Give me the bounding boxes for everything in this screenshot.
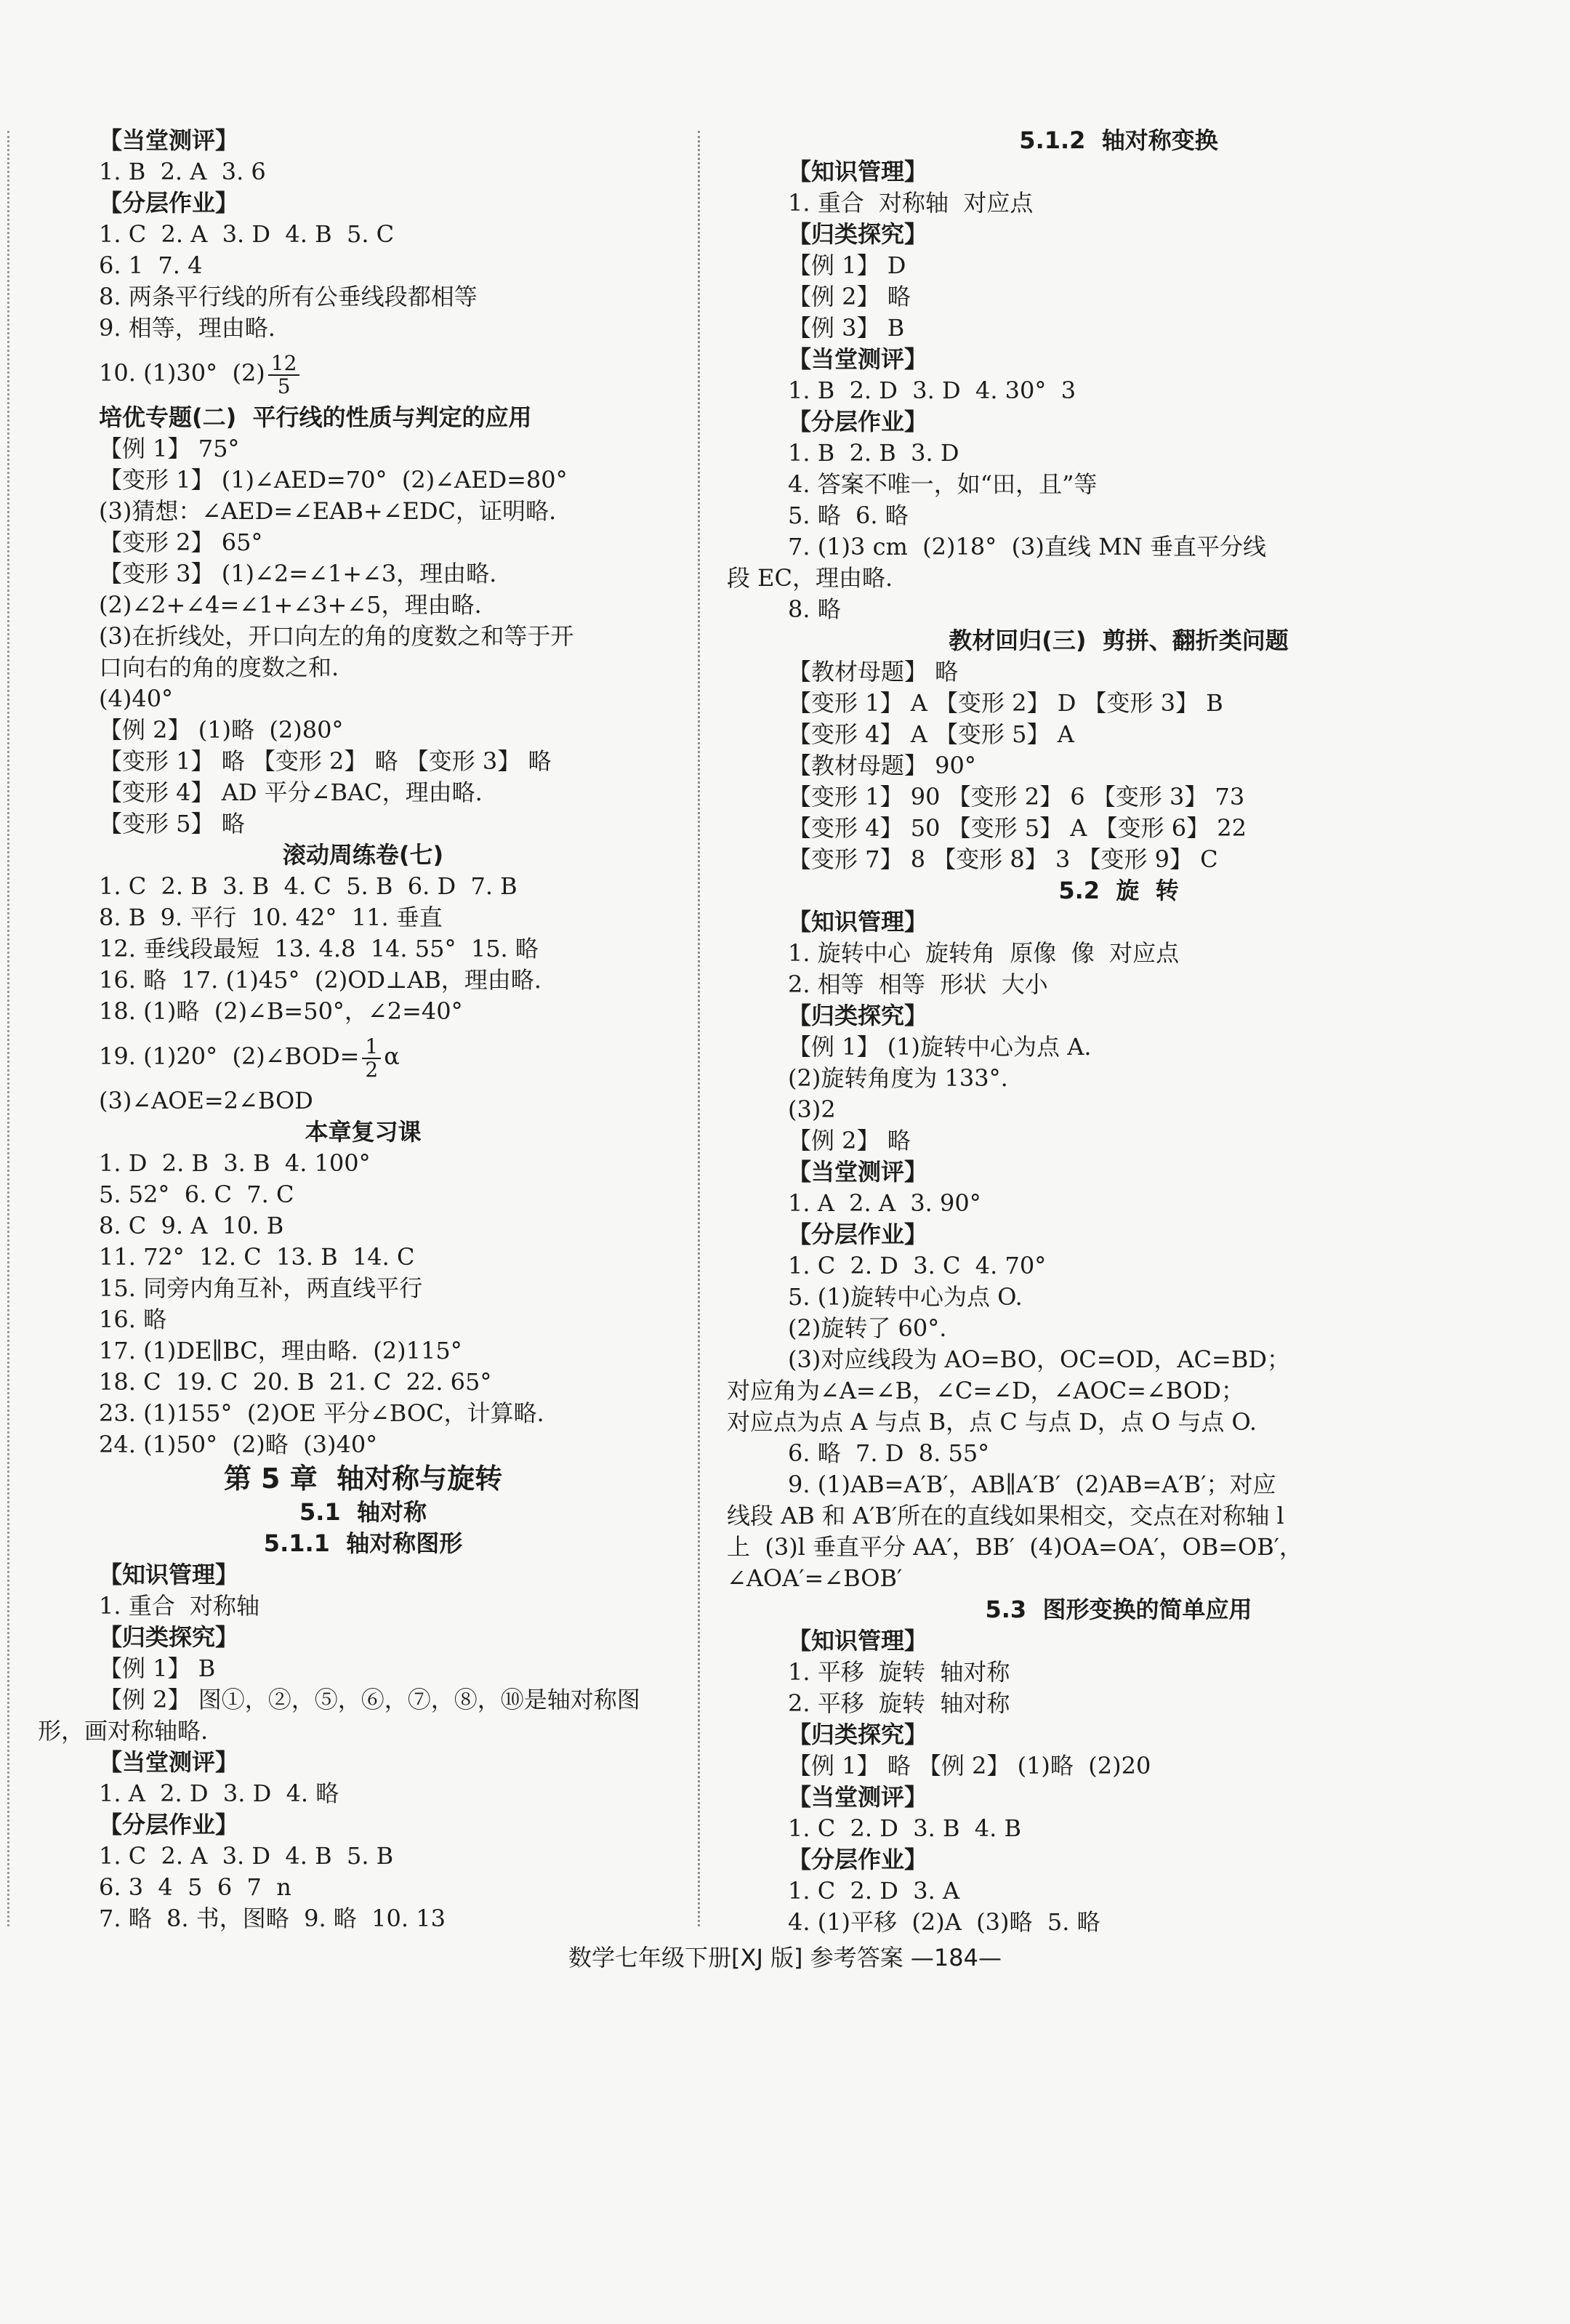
column-divider <box>698 131 700 1926</box>
answer-line: 【例 1】 D <box>788 252 906 279</box>
answer-line: 15. 同旁内角互补，两直线平行 <box>99 1274 423 1302</box>
heading-fenceng-zuoye: 【分层作业】 <box>99 1811 239 1838</box>
answer-line: 8. B 9. 平行 10. 42° 11. 垂直 <box>99 904 443 931</box>
answer-line: 4. (1)平移 (2)A (3)略 5. 略 <box>788 1908 1100 1936</box>
answer-line: 8. C 9. A 10. B <box>99 1212 284 1239</box>
heading-zhishi-guanli: 【知识管理】 <box>788 1627 928 1654</box>
answer-line: 1. C 2. D 3. C 4. 70° <box>788 1252 1047 1279</box>
subsection-title: 5.1.1 轴对称图形 <box>263 1529 463 1557</box>
answer-line: 2. 相等 相等 形状 大小 <box>788 970 1048 998</box>
answer-line: ∠AOA′=∠BOB′ <box>727 1564 903 1592</box>
answer-line: (3)猜想：∠AED=∠EAB+∠EDC，证明略. <box>99 497 557 525</box>
fraction: $\frac{12}{5}$ <box>268 353 300 398</box>
answer-line: 1. 重合 对称轴 <box>99 1592 260 1620</box>
answer-line: 【例 2】 图①，②，⑤，⑥，⑦，⑧，⑩是轴对称图 <box>99 1686 640 1713</box>
subsection-title: 5.1.2 轴对称变换 <box>1019 126 1218 154</box>
answer-line: (2)旋转了 60°. <box>788 1314 947 1342</box>
answer-line: 11. 72° 12. C 13. B 14. C <box>99 1243 415 1271</box>
answer-line: 18. (1)略 (2)∠B=50°，∠2=40° <box>99 997 463 1025</box>
right-column <box>727 125 1510 1938</box>
answer-line: 【例 1】 略 【例 2】 (1)略 (2)20 <box>788 1752 1151 1780</box>
answer-line: 【例 2】 略 <box>788 283 911 310</box>
answer-line: 23. (1)155° (2)OE 平分∠BOC，计算略. <box>99 1399 544 1427</box>
section-title: 教材回归(三) 剪拼、翻折类问题 <box>949 627 1289 654</box>
answer-line: 6. 1 7. 4 <box>99 252 203 279</box>
section-title: 滚动周练卷(七) <box>282 841 444 869</box>
answer-line: 1. B 2. B 3. D <box>788 439 959 467</box>
answer-line: 【例 1】 (1)旋转中心为点 A. <box>788 1033 1092 1061</box>
answer-line: 【变形 4】 A 【变形 5】 A <box>788 720 1074 748</box>
left-column <box>38 125 688 1934</box>
answer-line: 1. A 2. D 3. D 4. 略 <box>99 1780 339 1807</box>
answer-line: 1. 旋转中心 旋转角 原像 像 对应点 <box>788 939 1180 967</box>
answer-line: 对应角为∠A=∠B，∠C=∠D，∠AOC=∠BOD； <box>727 1377 1244 1404</box>
answer-line: (3)在折线处，开口向左的角的度数之和等于开 <box>99 622 574 650</box>
answer-line: 1. C 2. D 3. A <box>788 1877 960 1905</box>
answer-line: 1. C 2. D 3. B 4. B <box>788 1814 1022 1842</box>
heading-dangtang-ceping: 【当堂测评】 <box>788 345 928 373</box>
answer-line: 1. 平移 旋转 轴对称 <box>788 1658 1010 1686</box>
heading-fenceng-zuoye: 【分层作业】 <box>788 1846 928 1873</box>
answer-line: (2)∠2+∠4=∠1+∠3+∠5，理由略. <box>99 591 482 619</box>
answer-line: 1. C 2. A 3. D 4. B 5. C <box>99 220 395 248</box>
answer-line: 【变形 1】 A 【变形 2】 D 【变形 3】 B <box>788 689 1223 717</box>
answer-line: 1. B 2. A 3. 6 <box>99 158 266 185</box>
answer-line: 17. (1)DE∥BC，理由略. (2)115° <box>99 1337 462 1364</box>
answer-line: 8. 两条平行线的所有公垂线段都相等 <box>99 283 478 310</box>
heading-zhishi-guanli: 【知识管理】 <box>788 158 928 185</box>
chapter-title: 第 5 章 轴对称与旋转 <box>223 1463 503 1495</box>
answer-line: 口向右的角的度数之和. <box>99 654 339 681</box>
answer-line: 【例 2】 (1)略 (2)80° <box>99 716 344 744</box>
answer-line: 9. 相等，理由略. <box>99 314 275 342</box>
section-title: 培优专题(二) 平行线的性质与判定的应用 <box>99 403 532 431</box>
heading-guilei-tanjiu: 【归类探究】 <box>788 1002 928 1029</box>
answer-line: 【变形 5】 略 <box>99 810 245 837</box>
heading-guilei-tanjiu: 【归类探究】 <box>788 1721 928 1748</box>
answer-line: 6. 3 4 5 6 7 n <box>99 1873 291 1901</box>
answer-line: 24. (1)50° (2)略 (3)40° <box>99 1431 378 1458</box>
answer-line: 【变形 2】 65° <box>99 528 263 556</box>
answer-line: 6. 略 7. D 8. 55° <box>788 1439 990 1467</box>
heading-fenceng-zuoye: 【分层作业】 <box>788 408 928 435</box>
answer-line: 1. 重合 对称轴 对应点 <box>788 189 1034 217</box>
answer-line: 【例 2】 略 <box>788 1127 911 1154</box>
section-title: 5.3 图形变换的简单应用 <box>985 1596 1252 1623</box>
answer-line-fraction: 10. (1)30° (2) $\frac{12}{5}$ <box>38 344 688 402</box>
answer-line-fraction: 19. (1)20° (2)∠BOD= $\frac{1}{2}$ α <box>99 1034 400 1082</box>
answer-line: 【例 1】 B <box>99 1654 216 1682</box>
section-title: 5.1 轴对称 <box>299 1498 427 1526</box>
answer-line: 5. (1)旋转中心为点 O. <box>788 1283 1023 1311</box>
answer-line: 4. 答案不唯一，如“田，且”等 <box>788 470 1098 498</box>
heading-zhishi-guanli: 【知识管理】 <box>788 908 928 936</box>
answer-line: 18. C 19. C 20. B 21. C 22. 65° <box>99 1368 492 1396</box>
heading-guilei-tanjiu: 【归类探究】 <box>99 1623 239 1651</box>
answer-line: (3)对应线段为 AO=BO，OC=OD，AC=BD； <box>788 1346 1291 1373</box>
fraction: $\frac{1}{2}$ <box>362 1036 381 1081</box>
answer-line: 5. 52° 6. C 7. C <box>99 1181 294 1208</box>
heading-fenceng-zuoye: 【分层作业】 <box>99 189 239 217</box>
answer-line: 对应点为点 A 与点 B，点 C 与点 D，点 O 与点 O. <box>727 1408 1257 1436</box>
answer-line: 【教材母题】 略 <box>788 658 959 685</box>
answer-line: 1. C 2. A 3. D 4. B 5. B <box>99 1842 394 1870</box>
answer-line: 【例 3】 B <box>788 314 905 342</box>
section-title: 5.2 旋 转 <box>1058 877 1179 904</box>
answer-line: 1. A 2. A 3. 90° <box>788 1189 981 1217</box>
answer-line: 上 (3)l 垂直平分 AA′，BB′ (4)OA=OA′，OB=OB′， <box>727 1533 1303 1561</box>
page-edge-rule <box>7 131 9 1926</box>
answer-line: 1. C 2. B 3. B 4. C 5. B 6. D 7. B <box>99 872 518 900</box>
answer-line: (3)∠AOE=2∠BOD <box>99 1087 313 1114</box>
answer-line: 【例 1】 75° <box>99 435 240 462</box>
answer-line: 线段 AB 和 A′B′所在的直线如果相交，交点在对称轴 l <box>727 1502 1284 1529</box>
answer-line: 1. D 2. B 3. B 4. 100° <box>99 1149 371 1177</box>
answer-line: 7. 略 8. 书，图略 9. 略 10. 13 <box>99 1905 446 1932</box>
answer-line: 16. 略 17. (1)45° (2)OD⊥AB，理由略. <box>99 966 542 994</box>
answer-line: 16. 略 <box>99 1306 167 1333</box>
heading-dangtang-ceping: 【当堂测评】 <box>788 1783 928 1811</box>
answer-line: (2)旋转角度为 133°. <box>788 1064 1008 1092</box>
answer-line: 12. 垂线段最短 13. 4.8 14. 55° 15. 略 <box>99 935 539 962</box>
answer-line: 7. (1)3 cm (2)18° (3)直线 MN 垂直平分线 <box>788 533 1267 560</box>
answer-line: 【教材母题】 90° <box>788 752 976 779</box>
heading-dangtang-ceping: 【当堂测评】 <box>99 126 239 154</box>
answer-line: 8. 略 <box>788 595 841 623</box>
answer-line: 【变形 1】 90 【变形 2】 6 【变形 3】 73 <box>788 783 1245 811</box>
answer-line: 【变形 1】 (1)∠AED=70° (2)∠AED=80° <box>99 466 568 494</box>
answer-line: 【变形 1】 略 【变形 2】 略 【变形 3】 略 <box>99 747 552 775</box>
answer-line: 【变形 7】 8 【变形 8】 3 【变形 9】 C <box>788 845 1218 873</box>
section-title: 本章复习课 <box>305 1118 422 1146</box>
heading-zhishi-guanli: 【知识管理】 <box>99 1561 239 1588</box>
answer-line: (4)40° <box>99 685 174 712</box>
answer-line: 2. 平移 旋转 轴对称 <box>788 1689 1010 1717</box>
heading-dangtang-ceping: 【当堂测评】 <box>99 1748 239 1776</box>
answer-line: 段 EC，理由略. <box>727 564 893 592</box>
answer-line: 【变形 4】 50 【变形 5】 A 【变形 6】 22 <box>788 814 1247 842</box>
answer-line: 1. B 2. D 3. D 4. 30° 3 <box>788 377 1076 404</box>
answer-line: 【变形 4】 AD 平分∠BAC，理由略. <box>99 779 483 806</box>
answer-line: 【变形 3】 (1)∠2=∠1+∠3，理由略. <box>99 560 497 587</box>
heading-guilei-tanjiu: 【归类探究】 <box>788 220 928 248</box>
answer-line: 9. (1)AB=A′B′，AB∥A′B′ (2)AB=A′B′；对应 <box>788 1471 1276 1498</box>
page-footer: 数学七年级下册[XJ 版] 参考答案 —184— <box>568 1944 1002 1971</box>
heading-dangtang-ceping: 【当堂测评】 <box>788 1158 928 1186</box>
heading-fenceng-zuoye: 【分层作业】 <box>788 1221 928 1248</box>
answer-line: 5. 略 6. 略 <box>788 502 909 529</box>
answer-line: 形，画对称轴略. <box>38 1717 209 1745</box>
answer-line: (3)2 <box>788 1095 836 1123</box>
